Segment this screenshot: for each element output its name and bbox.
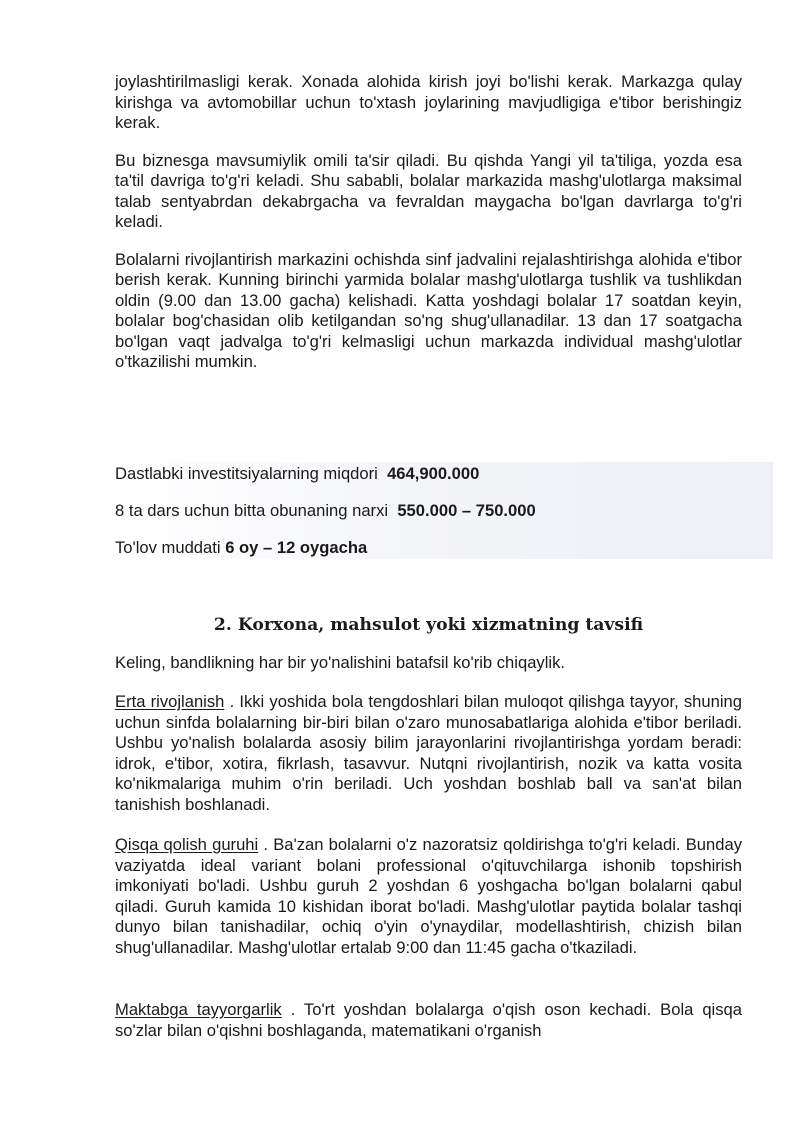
investment-value: 464,900.000: [387, 464, 480, 483]
direction-paragraph-school-preparation: [115, 1000, 742, 1041]
subscription-price-label: 8 ta dars uchun bitta obunaning narxi: [115, 501, 389, 520]
intro-paragraph-2: Bu biznesga mavsumiylik omili ta'sir qiladi. Bu qishda Yangi yil ta'tiliga, yozda esa ta'til davriga to'g'ri keladi. Shu sababli, bolalar markazida mashg'ulotlarga maksimal talab sentyabrdan dekabrgacha va fevraldan maygacha bo'lgan davrlarga to'g'ri keladi.: [115, 150, 742, 231]
direction-text-school-preparation: . To'rt yoshdan bolalarga o'qish oson kechadi. Bola qisqa so'zlar bilan o'qishni boshlaganda, matematikani o'rganish: [115, 1000, 742, 1040]
section-heading: 2. Korxona, mahsulot yoki xizmatning tavsifi: [213, 615, 644, 635]
investment-label: Dastlabki investitsiyalarning miqdori: [115, 464, 378, 483]
direction-term-school-preparation: Maktabga tayyorgarlik: [115, 1000, 282, 1019]
direction-term-short-stay-group: Qisqa qolish guruhi: [115, 835, 259, 854]
direction-paragraph-early-development: [115, 692, 742, 815]
direction-term-early-development: Erta rivojlanish: [115, 692, 225, 711]
investment-summary-box: [115, 462, 773, 559]
intro-paragraph-1: joylashtirilmasligi kerak. Xonada alohida kirish joyi bo'lishi kerak. Markazga qulay kirishga va avtomobillar uchun to'xtash joylarining mavjudligiga e'tibor berishingiz kerak.: [115, 72, 742, 132]
payback-period-value: 6 oy – 12 oygacha: [225, 538, 368, 557]
direction-paragraph-short-stay-group: [115, 835, 742, 958]
payback-period-line: [115, 538, 367, 558]
subscription-price-value: 550.000 – 750.000: [397, 501, 536, 520]
investment-line: [115, 464, 479, 484]
intro-paragraph-3: Bolalarni rivojlantirish markazini ochishda sinf jadvalini rejalashtirishga alohida e'tibor berish kerak. Kunning birinchi yarmida bolalar mashg'ulotlarga tushlik va tushlikdan oldin (9.00 dan 13.00 gacha) kelishadi. Katta yoshdagi bolalar 17 soatdan keyin, bolalar bog'chasidan olib ketilgandan so'ng shug'ullanadilar. 13 dan 17 soatgacha bo'lgan vaqt jadvalga to'g'ri kelmasligi uchun markazda individual mashg'ulotlar o'tkazilishi mumkin.: [115, 249, 742, 371]
payback-period-label: To'lov muddati: [115, 538, 221, 557]
direction-text-early-development: . Ikki yoshida bola tengdoshlari bilan muloqot qilishga tayyor, shuning uchun sinfda bolalarning bir-biri bilan o'zaro munosabatlariga alohida e'tibor beriladi. Ushbu yo'nalish bolalarda asosiy bilim jarayonlarini rivojlantirishga yordam beradi: idrok, e'tibor, xotira, fikrlash, tasavvur. Nutqni rivojlantirish, nozik va katta vosita ko'nikmalariga muhim o'rin beriladi. Uch yoshdan boshlab ball va san'at bilan tanishish boshlanadi.: [115, 692, 742, 814]
section-lead-paragraph: Keling, bandlikning har bir yo'nalishini batafsil ko'rib chiqaylik.: [115, 653, 566, 672]
subscription-price-line: [115, 501, 536, 521]
intro-text-block: [115, 72, 742, 373]
direction-text-short-stay-group: . Ba'zan bolalarni o'z nazoratsiz qoldirishga to'g'ri keladi. Bunday vaziyatda ideal variant bolani professional o'qituvchilarga ishonib topshirish imkoniyati bo'ladi. Ushbu guruh 2 yoshdan 6 yoshgacha bo'lgan bolalarni qabul qiladi. Guruh kamida 10 kishidan iborat bo'ladi. Mashg'ulotlar paytida bolalar tashqi dunyo bilan tanishadilar, ochiq o'yin o'ynaydilar, modellashtirish, chizish bilan shug'ullanadilar. Mashg'ulotlar ertalab 9:00 dan 11:45 gacha o'tkaziladi.: [115, 835, 742, 957]
